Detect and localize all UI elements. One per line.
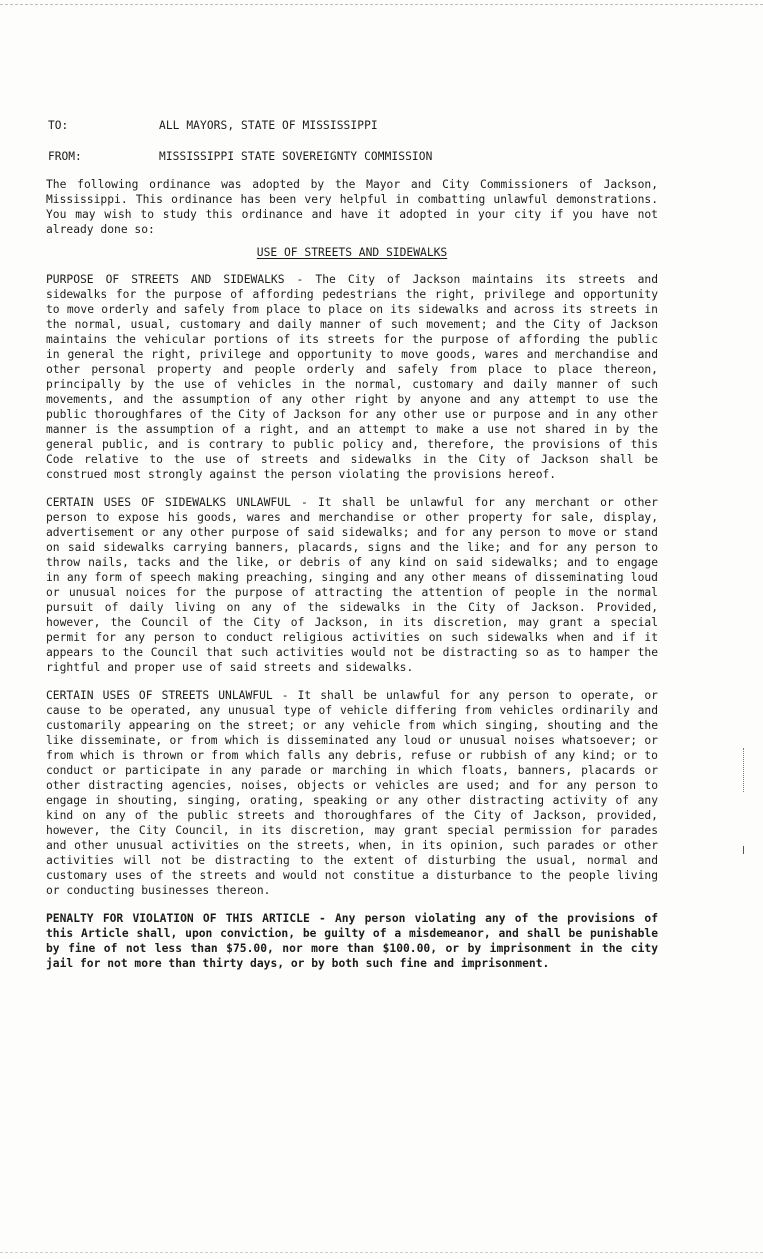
top-page-edge [0, 4, 763, 5]
from-label: FROM: [48, 150, 82, 163]
section-text: It shall be unlawful for any person to operate, or cause to be operated, any unusual type of vehicle differing from vehicles ordinarily and customarily appearing on the street; or any vehicle from which singing, shouting and the like disseminate, or from which is disseminated any loud or unusual noises whatsoever; or from which is thrown or from which falls any debris, refuse or rubbish of any kind; or to conduct or participate in any parade or marching in which floats, banners, placards or other distracting agencies, noises, objects or vehicles are used; and for any person to engage in shouting, singing, orating, speaking or any other distracting activity of any kind on any of the public streets and thoroughfares of the City of Jackson, provided, however, the City Council, in its discretion, may grant special permission for parades and other unusual activities on the streets, when, in its opinion, such parades or other activities will not be distracting to the extent of disturbing the usual, normal and customary uses of the streets and would not constitue a disturbance to the people living or conducting businesses thereon. [46, 689, 658, 897]
section-heading: CERTAIN USES OF SIDEWALKS UNLAWFUL [46, 496, 291, 509]
from-line [46, 147, 658, 166]
bottom-page-edge [0, 1252, 763, 1253]
intro-paragraph: The following ordinance was adopted by the Mayor and City Commissioners of Jackson, Mississippi. This ordinance has been very helpful in combatting unlawful demonstrations. You may wish to study this ordinance and have it adopted in your city if you have not already done so: [46, 178, 658, 236]
section-streets [46, 688, 658, 898]
section-heading: CERTAIN USES OF STREETS UNLAWFUL [46, 689, 273, 702]
to-label: TO: [48, 119, 69, 132]
section-text: Any person violating any of the provisions of this Article shall, upon conviction, be guilty of a misdemeanor, and shall be punishable by fine of not less than $75.00, nor more than $100.00, or by imprisonment in the city jail for not more than thirty days, or by both such fine and imprisonment. [46, 912, 658, 970]
margin-mark [743, 846, 744, 854]
to-recipient: ALL MAYORS, STATE OF MISSISSIPPI [159, 119, 378, 132]
section-heading: PENALTY FOR VIOLATION OF THIS ARTICLE [46, 912, 310, 925]
ordinance-title: USE OF STREETS AND SIDEWALKS [256, 246, 448, 259]
section-separator: - [290, 496, 318, 509]
to-line [46, 116, 658, 135]
memo-page [46, 116, 658, 971]
section-purpose [46, 272, 658, 482]
section-separator: - [309, 912, 335, 925]
margin-mark [743, 748, 745, 792]
section-sidewalks [46, 495, 658, 675]
section-text: It shall be unlawful for any merchant or other person to expose his goods, wares and merchandise or other property for sale, display, advertisement or any other purpose of said sidewalks; and for any person to move or stand on said sidewalks carrying banners, placards, signs and the like; and for any person to throw nails, tacks and the like, or debris of any kind on said sidewalks; and to engage in any form of speech making preaching, singing and any other means of disseminating loud or unusual noices for the purpose of attracting the attention of people in the normal pursuit of daily living on any of the sidewalks in the City of Jackson. Provided, however, the Council of the City of Jackson, in its discretion, may grant a special permit for any person to conduct religious activities on such sidewalks when and if it appears to the Council that such activities would not be distracting so as to hamper the rightful and proper use of said streets and sidewalks. [46, 496, 658, 674]
section-heading: PURPOSE OF STREETS AND SIDEWALKS [46, 273, 285, 286]
section-text: The City of Jackson maintains its streets and sidewalks for the purpose of affording pedestrians the right, privilege and opportunity to move orderly and safely from place to place on its sidewalks and across its streets in the normal, usual, customary and daily manner of such movement; and the City of Jackson maintains the vehicular portions of its streets for the purpose of affording the public in general the right, privilege and opportunity to move goods, wares and merchandise and other personal property and people orderly and safely from place to place thereon, principally by the use of vehicles in the normal, customary and daily manner of such movements, and the assumption of any other right by anyone and any attempt to use the public thoroughfares of the City of Jackson for any other use or purpose and in any other manner is the assumption of a right, and an attempt to make a use not shared in by the general public, and is contrary to public policy and, therefore, the provisions of this Code relative to the use of streets and sidewalks in the City of Jackson shall be construed most strongly against the person violating the provisions hereof. [46, 273, 658, 481]
section-separator: - [272, 689, 298, 702]
from-sender: MISSISSIPPI STATE SOVEREIGNTY COMMISSION [159, 150, 433, 163]
section-separator: - [284, 273, 316, 286]
section-penalty [46, 911, 658, 971]
